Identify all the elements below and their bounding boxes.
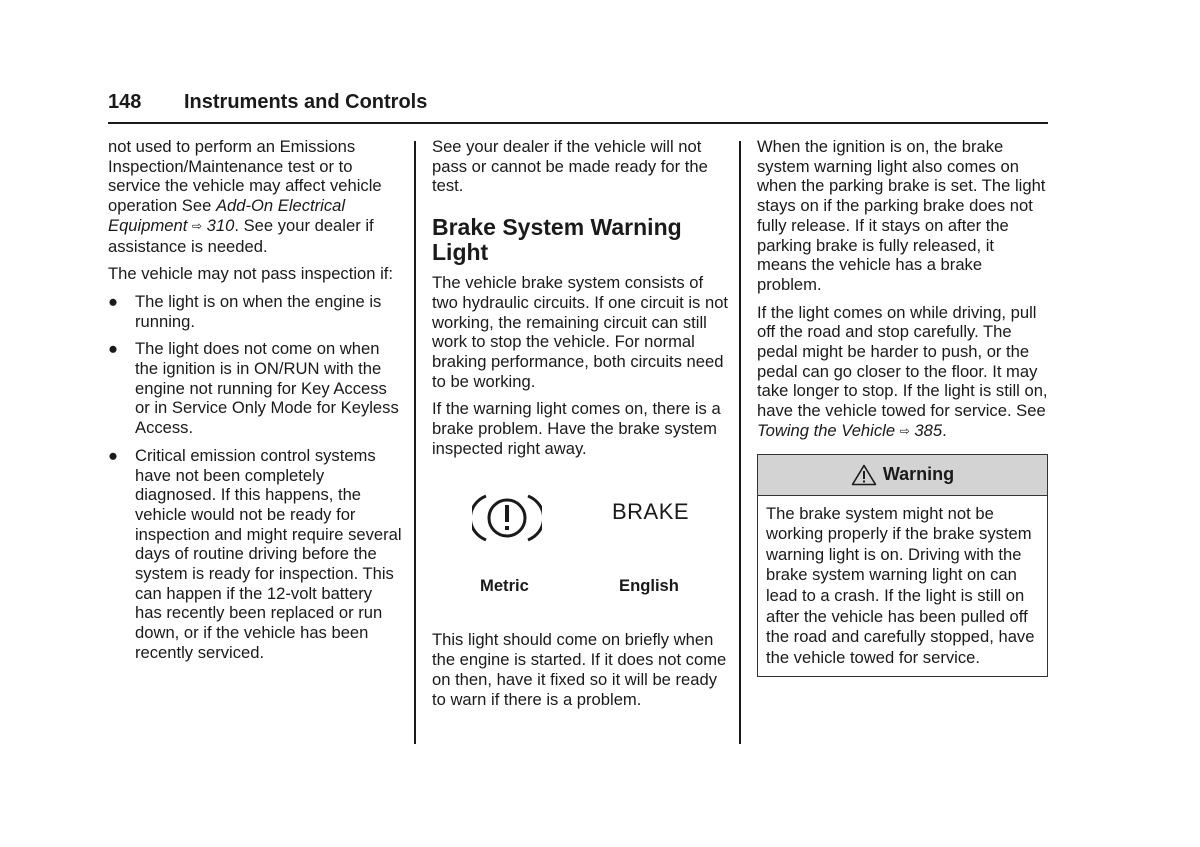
header-rule <box>108 122 1048 124</box>
column-2 <box>432 137 732 717</box>
page-ref-arrow-icon: ⇨ <box>191 218 203 233</box>
list-item-text: Critical emission control systems have not been completely diagnosed. If this happens, the vehicle would not be ready for inspection and might require several days of routine driving before the system is ready for inspection. This can happen if the 12-volt battery has recently been replaced or run down, or if the vehicle has been recently serviced. <box>135 445 402 662</box>
section-heading: Brake System Warning Light <box>432 214 682 266</box>
column-divider <box>739 141 741 744</box>
page-header <box>108 88 1048 116</box>
paragraph: This light should come on briefly when the engine is started. If it does not come on then, have it fixed so it will be ready to warn if there is a problem. <box>432 630 727 709</box>
list-item-text: The light does not come on when the ignition is in ON/RUN with the engine not running for Key Access or in Service Only Mode for Keyless Access. <box>135 339 399 438</box>
bullet-icon: ● <box>108 445 119 465</box>
paragraph: The vehicle may not pass inspection if: <box>108 264 394 284</box>
bullet-icon: ● <box>108 339 119 359</box>
section-title: Instruments and Controls <box>184 91 428 113</box>
icon-caption-metric: Metric <box>480 576 529 596</box>
warning-header <box>758 455 1047 496</box>
column-3 <box>757 137 1048 677</box>
brake-warning-english-icon: BRAKE <box>612 499 690 525</box>
paragraph-text: . <box>942 420 947 440</box>
paragraph-text: If the light comes on while driving, pull off the road and stop carefully. The pedal might be harder to push, or the pedal can go closer to the floor. It may take longer to stop. If the light is still on, have the vehicle towed for service. See <box>757 302 1048 421</box>
paragraph: If the warning light comes on, there is a brake problem. Have the brake system inspected right away. <box>432 399 721 458</box>
paragraph: The vehicle brake system consists of two hydraulic circuits. If one circuit is not working, the remaining circuit can still work to stop the vehicle. For normal braking performance, both circuits need to be working. <box>432 273 729 391</box>
paragraph-text: not used to perform an Emissions Inspection/Maintenance test or to service the vehicle may affect vehicle operation See <box>108 137 382 216</box>
list-item <box>108 292 403 331</box>
brake-warning-metric-icon <box>472 492 542 544</box>
page-number: 148 <box>108 91 142 113</box>
column-divider <box>414 141 416 744</box>
warning-light-icons <box>432 472 732 622</box>
bullet-list <box>108 292 403 663</box>
cross-reference-link[interactable]: Add-On Electrical Equipment <box>108 196 346 235</box>
cross-reference-page[interactable]: 310 <box>206 215 235 235</box>
column-1 <box>108 137 403 671</box>
list-item-text: The light is on when the engine is running. <box>135 291 382 331</box>
cross-reference-page[interactable]: 385 <box>914 420 943 440</box>
paragraph <box>757 303 1048 442</box>
cross-reference-link[interactable]: Towing the Vehicle <box>757 420 896 440</box>
paragraph-text: . See your dealer if assistance is needed. <box>108 215 374 256</box>
paragraph: See your dealer if the vehicle will not pass or cannot be made ready for the test. <box>432 137 708 196</box>
list-item <box>108 339 403 438</box>
warning-title: Warning <box>882 463 955 484</box>
list-item <box>108 446 403 663</box>
warning-body: The brake system might not be working properly if the brake system warning light is on. Driving with the brake system warning light on can lead to a crash. If the light is still on after the vehicle has been pulled off the road and carefully stopped, have the vehicle towed for service. <box>766 503 1035 667</box>
page-ref-arrow-icon: ⇨ <box>899 423 910 438</box>
warning-box <box>757 454 1048 678</box>
paragraph <box>108 137 403 256</box>
warning-triangle-icon <box>851 464 877 486</box>
icon-caption-english: English <box>619 576 679 596</box>
bullet-icon: ● <box>108 291 119 311</box>
paragraph: When the ignition is on, the brake system warning light also comes on when the parking brake is set. The light stays on if the parking brake does not fully release. If it stays on after the parking brake is fully released, it means the vehicle has a brake problem. <box>757 137 1046 294</box>
